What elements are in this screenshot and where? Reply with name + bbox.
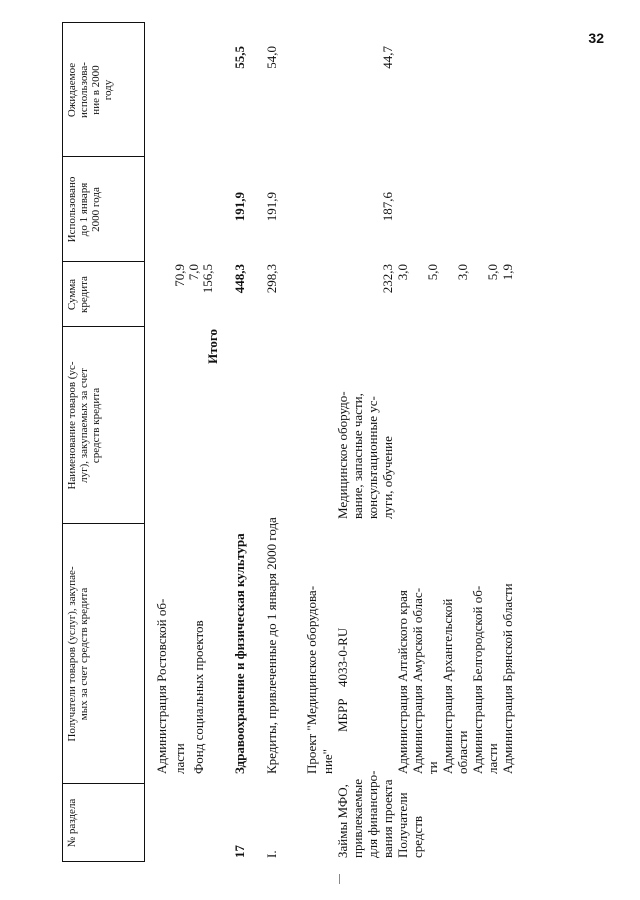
col-border [62,22,144,23]
project-goods-4: луги, обучение [380,436,395,519]
project-title-2: ние" [320,749,335,774]
col-border [62,326,144,327]
recipient-1-label-1: Администрация Алтайского края [395,590,410,774]
project-loan-1: МБРР [335,698,350,732]
recipient-3-label-2: области [455,730,470,774]
header-loan-sum: Сумма кредита [66,276,90,313]
col-border [62,261,144,262]
rotated-table [62,22,622,862]
project-left-1: Займы МФО, [335,784,350,858]
col-border [62,156,144,157]
header-bottom-border [144,22,145,862]
col-border [62,523,144,524]
page-number: 32 [588,30,604,46]
section-17-expected: 55,5 [232,46,247,69]
recipients-label-1: Получатели [395,792,410,858]
total-label: Итого [205,329,220,364]
project-expected: 44,7 [380,46,395,69]
recipient-5-label-1: Администрация Брянской области [500,583,515,774]
header-used: Использовано до 1 января 2000 года [66,176,102,243]
recipient-1-value: 3,0 [395,264,410,281]
section-17-sum: 448,3 [232,264,247,294]
recipient-5-value: 1,9 [500,264,515,281]
project-goods-1: Медицинское оборудо- [335,391,350,519]
project-left-4: вания проекта [380,779,395,858]
project-loan-2: 4033-0-RU [335,627,350,687]
project-left-2: привлекаемые [350,778,365,858]
header-recipients: Получатели товаров (услуг), закупае- мых за счет средств кредита [66,566,90,742]
project-used: 187,6 [380,192,395,222]
recipient-2-label-1: Администрация Амурской облас- [410,587,425,774]
project-title-1: Проект "Медицинское оборудова- [304,585,319,774]
section-17-used: 191,9 [232,192,247,222]
recipient-3-value: 3,0 [455,264,470,281]
col-border [62,861,144,862]
header-expected: Ожидаемое использова- ние в 2000 году [66,62,114,118]
recipient-2-value: 5,0 [425,264,440,281]
recipient-4-value: 5,0 [485,264,500,281]
rostov-label-1: Администрация Ростовской об- [154,598,169,774]
header-goods: Наименование товаров (ус- луг), закупаемых за счет средств кредита [66,361,102,490]
section-I-sum: 298,3 [264,264,279,294]
recipient-4-label-2: ласти [485,743,500,774]
section-17-title: Здравоохранение и физическая культура [232,533,247,774]
recipient-2-label-2: ти [425,761,440,774]
section-I-number: I. [264,850,279,858]
recipients-label-2: средств [410,815,425,858]
project-left-3: для финансиро- [365,770,380,858]
table-top-border [62,22,63,862]
recipient-4-label-1: Администрация Белгородской об- [470,585,485,774]
fund-value: 7,0 [186,264,201,281]
section-I-used: 191,9 [264,192,279,222]
project-goods-3: консультационные ус- [365,396,380,519]
project-goods-2: вание, запасные части, [350,393,365,519]
project-sum: 232,3 [380,264,395,294]
section-I-expected: 54,0 [264,46,279,69]
section-I-title: Кредиты, привлеченные до 1 января 2000 года [264,517,279,774]
fund-label: Фонд социальных проектов [191,620,206,774]
recipient-3-label-1: Администрация Архангельской [440,598,455,774]
scan-mark [339,874,340,884]
rostov-label-2: ласти [172,743,187,774]
total-value: 156,5 [200,264,215,294]
rostov-value: 70,9 [172,264,187,287]
header-section-no: № раздела [66,798,78,848]
section-17-number: 17 [232,845,247,858]
col-border [62,783,144,784]
